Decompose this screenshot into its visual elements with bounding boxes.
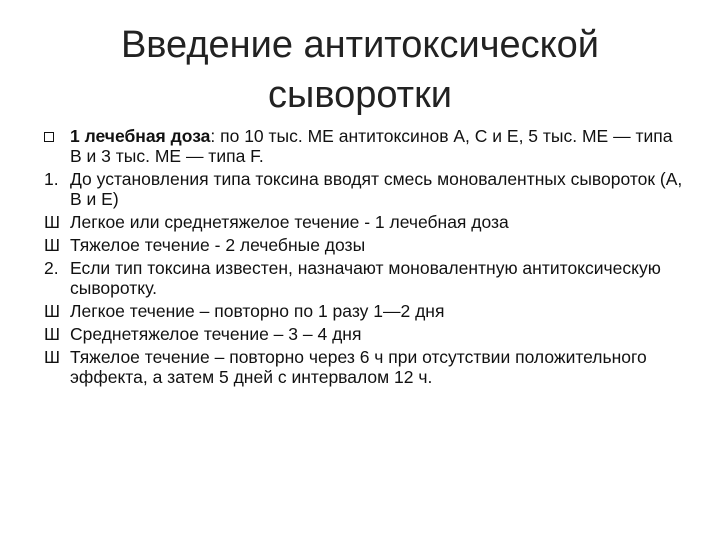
list-item-marker: Ш [44,347,61,367]
list-item-text: Если тип токсина известен, назначают моновалентную антитоксическую сыворотку. [70,258,661,298]
list-item [44,301,684,321]
list-item-text: Среднетяжелое течение – 3 – 4 дня [70,324,362,344]
slide-title-line2: сыворотки [268,74,452,116]
list-item-marker: Ш [44,235,61,255]
checkbox-bullet-icon [44,126,68,146]
list-item-marker: 2. [44,258,59,278]
list-item-text: Тяжелое течение - 2 лечебные дозы [70,235,366,255]
list-item [44,126,684,166]
slide-title [40,20,680,120]
list-item [44,212,684,232]
list-item [44,235,684,255]
slide-body [44,126,684,390]
list-item-text: Тяжелое течение – повторно через 6 ч при отсутствии положительного эффекта, а затем 5 дней с интервалом 12 ч. [70,347,647,387]
list-item-text: : по 10 тыс. МЕ антитоксинов А, С и Е, 5 тыс. МЕ — типа В и 3 тыс. МЕ — типа F. [70,126,673,166]
list-item-marker: Ш [44,324,61,344]
list-item [44,258,684,298]
list-item [44,324,684,344]
list-item-text: Легкое или среднетяжелое течение - 1 лечебная доза [70,212,509,232]
list-item [44,347,684,387]
list-item-bold-label: 1 лечебная доза [70,126,211,146]
list-item-marker: Ш [44,301,61,321]
list-item-text: До установления типа токсина вводят смесь моновалентных сывороток (А, В и Е) [70,169,683,209]
list-item [44,169,684,209]
list-item-text: Легкое течение – повторно по 1 разу 1—2 дня [70,301,445,321]
slide-title-line1: Введение антитоксической [120,24,600,66]
list-item-marker: 1. [44,169,59,189]
list-item-marker: Ш [44,212,61,232]
